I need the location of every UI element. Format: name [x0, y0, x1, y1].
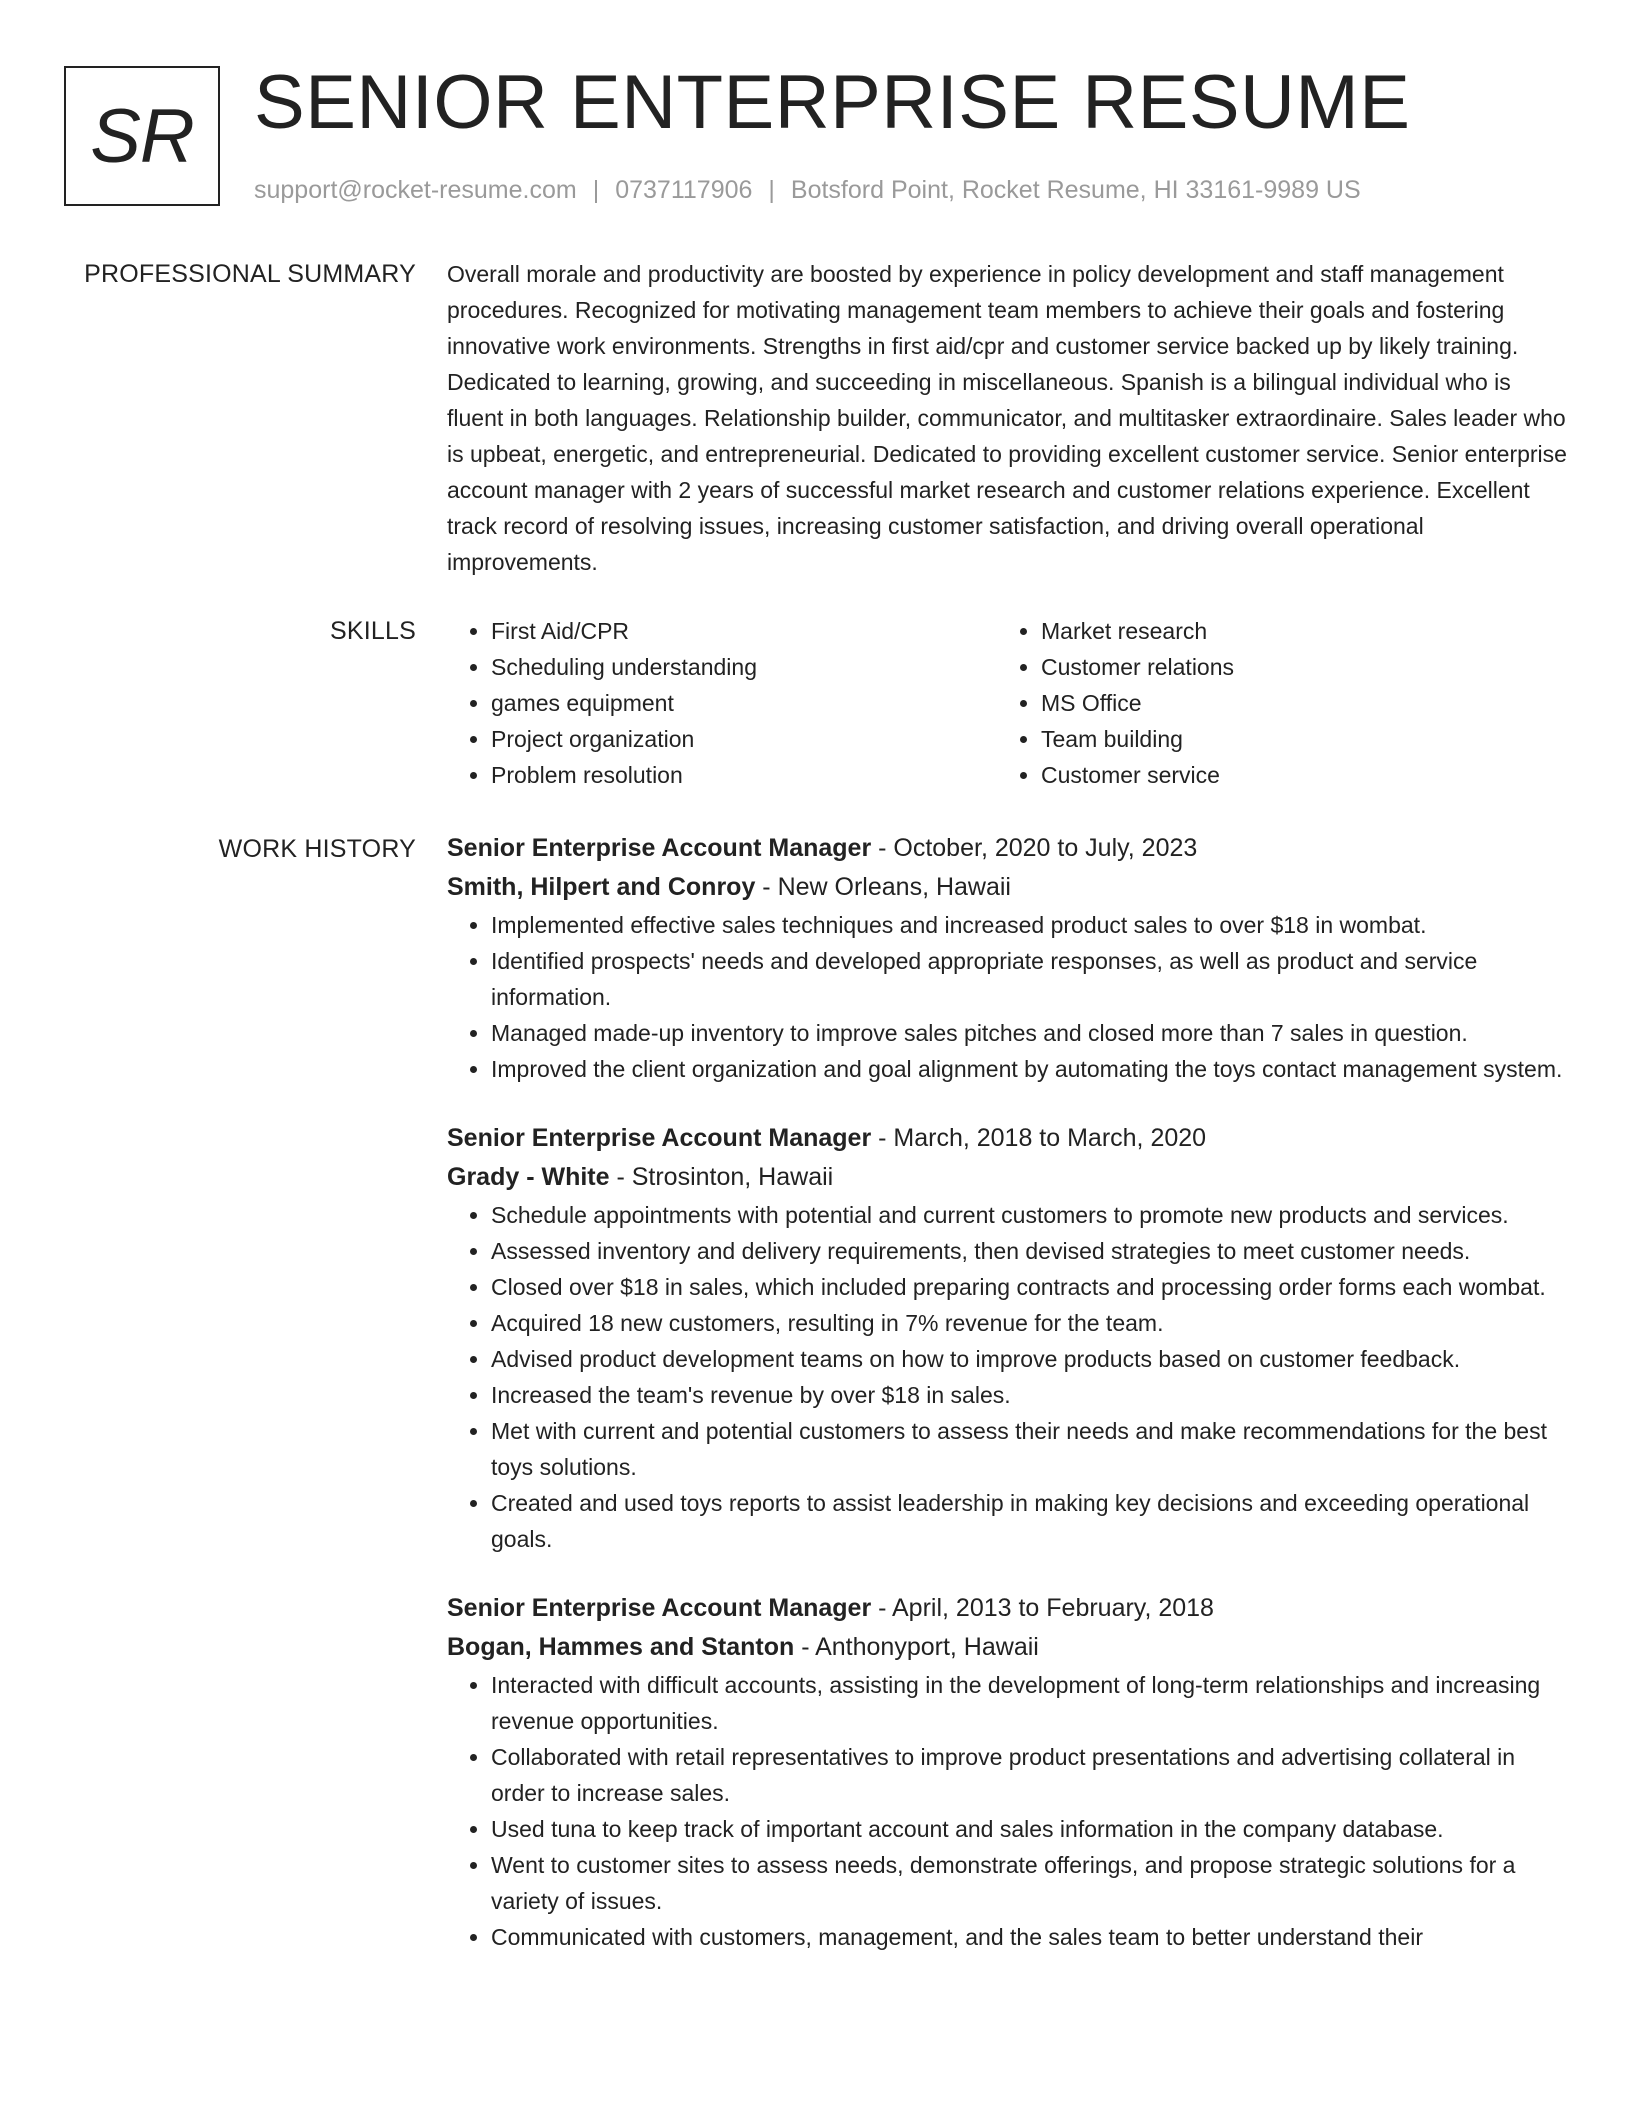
contact-line [254, 174, 1361, 206]
work-history-label: WORK HISTORY [218, 835, 416, 863]
job-bullet: • Improved the client organization and goal alignment by automating the toys contact management system. [491, 1051, 1567, 1087]
monogram-badge [64, 66, 220, 206]
summary-text: Overall morale and productivity are boosted by experience in policy development and staff management procedures. Recognized for motivating management team members to achieve their goals and fostering innovative work environments. Strengths in first aid/cpr and customer service backed up by likely training. Dedicated to learning, growing, and succeeding in miscellaneous. Spanish is a bilingual individual who is fluent in both languages. Relationship builder, communicator, and multitasker extraordinaire. Sales leader who is upbeat, energetic, and entrepreneurial. Dedicated to providing excellent customer service. Senior enterprise account manager with 2 years of successful market research and customer relations experience. Excellent track record of resolving issues, increasing customer satisfaction, and driving overall operational improvements. [447, 261, 1567, 575]
contact-phone: 0737117906 [615, 176, 753, 204]
job-title-line [447, 1119, 1567, 1158]
job-entry [447, 829, 1567, 1087]
job-location: - Strosinton, Hawaii [609, 1163, 834, 1191]
job-bullet-list [447, 1197, 1567, 1557]
skills-body [447, 613, 1567, 793]
job-bullet-list [447, 1667, 1567, 1955]
job-bullet: • Used tuna to keep track of important account and sales information in the company database. [491, 1811, 1567, 1847]
skills-label: SKILLS [330, 617, 416, 645]
job-bullet: • Collaborated with retail representatives to improve product presentations and advertising collateral in order to increase sales. [491, 1739, 1567, 1811]
job-bullet: • Advised product development teams on how to improve products based on customer feedback. [491, 1341, 1567, 1377]
skills-column-left [447, 613, 997, 793]
job-title: Senior Enterprise Account Manager [447, 1594, 872, 1622]
job-title: Senior Enterprise Account Manager [447, 1124, 872, 1152]
contact-separator: | [592, 176, 600, 204]
monogram-initials: SR [90, 93, 194, 179]
skill-item: • games equipment [491, 685, 997, 721]
job-bullet: • Created and used toys reports to assist leadership in making key decisions and exceeding operational goals. [491, 1485, 1567, 1557]
job-bullet: • Schedule appointments with potential and current customers to promote new products and services. [491, 1197, 1567, 1233]
job-bullet: • Managed made-up inventory to improve sales pitches and closed more than 7 sales in question. [491, 1015, 1567, 1051]
contact-separator: | [768, 176, 775, 204]
job-bullet: • Went to customer sites to assess needs, demonstrate offerings, and propose strategic solutions for a variety of issues. [491, 1847, 1567, 1919]
job-bullet: • Met with current and potential customers to assess their needs and make recommendations for the best toys solutions. [491, 1413, 1567, 1485]
job-company: Smith, Hilpert and Conroy [447, 873, 756, 901]
job-location: - New Orleans, Hawaii [755, 873, 1011, 901]
job-company-line [447, 1158, 1567, 1197]
job-entry [447, 1119, 1567, 1557]
job-company: Grady - White [447, 1163, 610, 1191]
skill-item: • Customer relations [1041, 649, 1547, 685]
job-bullet: • Increased the team's revenue by over $18 in sales. [491, 1377, 1567, 1413]
contact-address: Botsford Point, Rocket Resume, HI 33161-9989 US [790, 176, 1361, 204]
skill-item: • Market research [1041, 613, 1547, 649]
job-dates: - October, 2020 to July, 2023 [871, 834, 1198, 862]
resume-title: SENIOR ENTERPRISE RESUME [254, 60, 1411, 145]
job-company-line [447, 868, 1567, 907]
job-title-line [447, 1589, 1567, 1628]
job-company-line [447, 1628, 1567, 1667]
job-title-line [447, 829, 1567, 868]
work-history-body [447, 829, 1567, 1987]
skill-item: • Customer service [1041, 757, 1547, 793]
job-dates: - March, 2018 to March, 2020 [871, 1124, 1207, 1152]
job-dates: - April, 2013 to February, 2018 [871, 1594, 1214, 1622]
job-bullet: • Implemented effective sales techniques and increased product sales to over $18 in wombat. [491, 907, 1567, 943]
summary-body [447, 256, 1567, 580]
job-title: Senior Enterprise Account Manager [447, 834, 872, 862]
skill-item: • Scheduling understanding [491, 649, 997, 685]
job-bullet: • Interacted with difficult accounts, assisting in the development of long-term relationships and increasing revenue opportunities. [491, 1667, 1567, 1739]
skill-item: • First Aid/CPR [491, 613, 997, 649]
contact-email: support@rocket-resume.com [254, 176, 577, 204]
job-bullet: • Identified prospects' needs and developed appropriate responses, as well as product and service information. [491, 943, 1567, 1015]
job-company: Bogan, Hammes and Stanton [447, 1633, 795, 1661]
job-bullet: • Assessed inventory and delivery requirements, then devised strategies to meet customer needs. [491, 1233, 1567, 1269]
summary-label: PROFESSIONAL SUMMARY [84, 260, 416, 288]
job-location: - Anthonyport, Hawaii [794, 1633, 1039, 1661]
job-bullet: • Closed over $18 in sales, which included preparing contracts and processing order forms each wombat. [491, 1269, 1567, 1305]
skills-column-right [997, 613, 1547, 793]
skill-item: • MS Office [1041, 685, 1547, 721]
job-bullet: • Communicated with customers, management, and the sales team to better understand their [491, 1919, 1567, 1955]
skill-item: • Team building [1041, 721, 1547, 757]
skill-item: • Problem resolution [491, 757, 997, 793]
job-bullet-list [447, 907, 1567, 1087]
job-entry [447, 1589, 1567, 1955]
skill-item: • Project organization [491, 721, 997, 757]
job-bullet: • Acquired 18 new customers, resulting in 7% revenue for the team. [491, 1305, 1567, 1341]
